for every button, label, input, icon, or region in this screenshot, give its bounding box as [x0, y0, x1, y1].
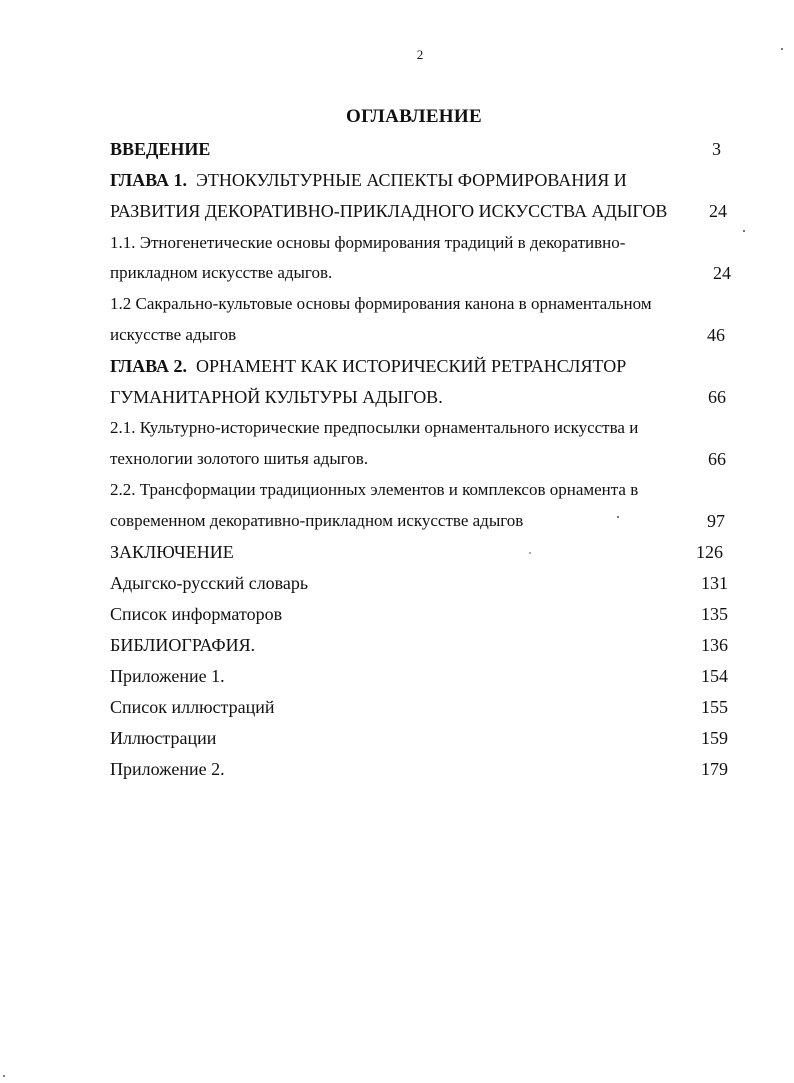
toc-page-section-2-1: 66	[708, 449, 726, 469]
section-1-1-line-2: прикладном искусстве адыгов.	[110, 263, 333, 282]
toc-entry-section-1-2: 1.2 Сакрально-культовые основы формирования канона в орнаментальном	[110, 294, 652, 313]
chapter-1-label: ГЛАВА 1.	[110, 170, 188, 190]
toc-entry-section-2-1: 2.1. Культурно-исторические предпосылки орнаментального искусства и	[110, 418, 639, 437]
toc-page-chapter-1: 24	[709, 201, 727, 221]
toc-entry-illustrations: Иллюстрации	[110, 728, 217, 748]
toc-title: ОГЛАВЛЕНИЕ	[346, 106, 482, 127]
chapter-2-label: ГЛАВА 2.	[110, 356, 188, 376]
toc-page-chapter-2: 66	[708, 387, 726, 407]
toc-page-section-2-2: 97	[707, 511, 725, 531]
scan-speck	[781, 48, 783, 50]
chapter-1-title-line-2: РАЗВИТИЯ ДЕКОРАТИВНО-ПРИКЛАДНОГО ИСКУССТВА АДЫГОВ	[110, 201, 668, 221]
toc-page-conclusion: 126	[696, 542, 723, 562]
toc-entry-conclusion: ЗАКЛЮЧЕНИЕ	[110, 542, 234, 562]
toc-page-bibliography: 136	[701, 635, 728, 655]
toc-entry-dictionary: Адыгско-русский словарь	[110, 573, 309, 593]
scan-speck	[3, 1075, 5, 1077]
toc-page-illustrations: 159	[701, 728, 728, 748]
toc-entry-appendix-1: Приложение 1.	[110, 666, 225, 686]
scan-speck	[529, 552, 531, 554]
toc-entry-chapter-2	[110, 355, 626, 377]
chapter-2-title-line-1: ОРНАМЕНТ КАК ИСТОРИЧЕСКИЙ РЕТРАНСЛЯТОР	[196, 356, 627, 376]
toc-entry-appendix-2: Приложение 2.	[110, 759, 225, 779]
section-2-2-line-2: современном декоративно-прикладном искусстве адыгов	[110, 511, 524, 530]
chapter-1-title-line-1: ЭТНОКУЛЬТУРНЫЕ АСПЕКТЫ ФОРМИРОВАНИЯ И	[196, 170, 627, 190]
scan-speck	[617, 516, 619, 518]
toc-entry-illustration-list: Список иллюстраций	[110, 697, 275, 717]
toc-page-section-1-2: 46	[707, 325, 725, 345]
toc-page-dictionary: 131	[701, 573, 728, 593]
page-number: 2	[416, 47, 424, 62]
toc-page-appendix-2: 179	[701, 759, 728, 779]
toc-page-appendix-1: 154	[701, 666, 728, 686]
toc-entry-bibliography: БИБЛИОГРАФИЯ.	[110, 635, 256, 655]
toc-page-informants: 135	[701, 604, 728, 624]
section-2-1-line-2: технологии золотого шитья адыгов.	[110, 449, 369, 468]
chapter-2-title-line-2: ГУМАНИТАРНОЙ КУЛЬТУРЫ АДЫГОВ.	[110, 387, 443, 407]
toc-page-illustration-list: 155	[701, 697, 728, 717]
toc-page-introduction: 3	[712, 139, 721, 159]
toc-entry-chapter-1	[110, 169, 627, 191]
toc-page-section-1-1: 24	[713, 263, 731, 283]
toc-entry-section-2-2: 2.2. Трансформации традиционных элементов и комплексов орнамента в	[110, 480, 639, 499]
section-1-2-line-2: искусстве адыгов	[110, 325, 237, 344]
toc-entry-informants: Список информаторов	[110, 604, 283, 624]
toc-entry-section-1-1: 1.1. Этногенетические основы формирования традиций в декоративно-	[110, 233, 626, 252]
scan-speck	[743, 230, 745, 232]
toc-entry-introduction: ВВЕДЕНИЕ	[110, 139, 211, 159]
